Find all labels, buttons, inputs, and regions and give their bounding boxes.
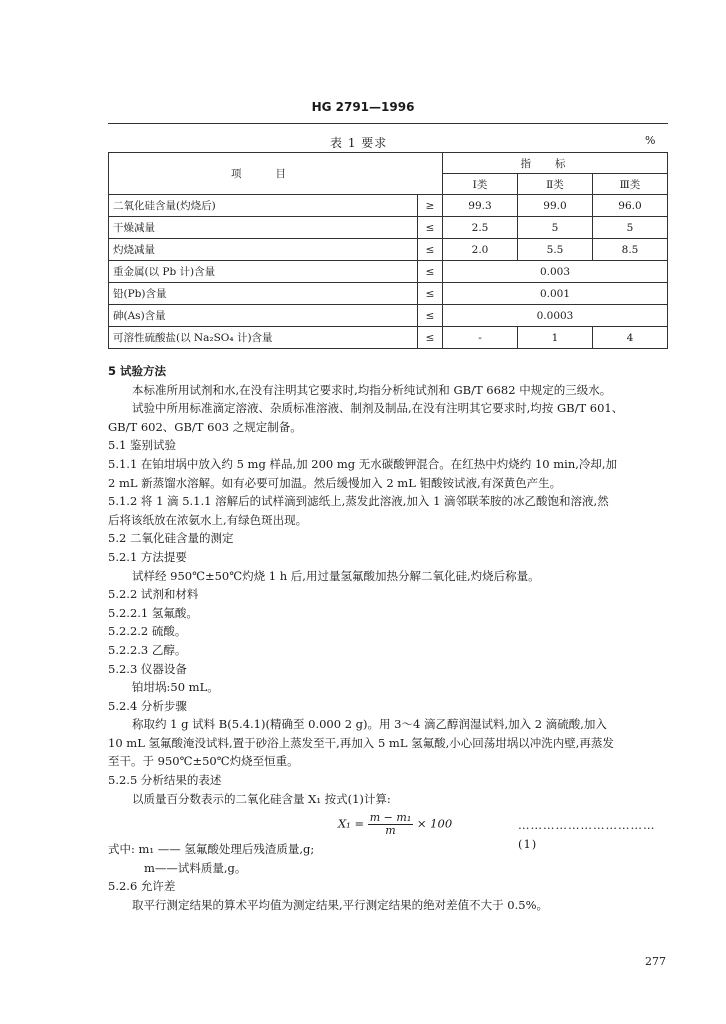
row-value-2: 99.0 bbox=[518, 195, 593, 217]
formula-expression bbox=[338, 812, 452, 837]
row-comparator: ≤ bbox=[418, 239, 443, 261]
row-comparator: ≤ bbox=[418, 261, 443, 283]
row-name: 砷(As)含量 bbox=[109, 305, 418, 327]
table-title: 表 1 要求 bbox=[330, 136, 388, 150]
row-comparator: ≤ bbox=[418, 283, 443, 305]
row-comparator: ≤ bbox=[418, 305, 443, 327]
row-name: 灼烧减量 bbox=[109, 239, 418, 261]
formula-where-1: 式中: m₁ —— 氢氟酸处理后残渣质量,g; bbox=[108, 842, 315, 857]
paragraph: 以质量百分数表示的二氧化硅含量 X₁ 按式(1)计算: bbox=[132, 791, 391, 806]
section-5-2-3-title: 5.2.3 仪器设备 bbox=[108, 661, 187, 676]
row-value-1: 2.0 bbox=[443, 239, 518, 261]
row-name: 铅(Pb)含量 bbox=[109, 283, 418, 305]
section-5-2-5-title: 5.2.5 分析结果的表述 bbox=[108, 773, 222, 788]
row-value-all: 0.0003 bbox=[443, 305, 668, 327]
row-value-3: 4 bbox=[593, 327, 668, 349]
row-value-1: 2.5 bbox=[443, 217, 518, 239]
row-name: 重金属(以 Pb 计)含量 bbox=[109, 261, 418, 283]
section-5-1-title: 5.1 鉴别试验 bbox=[108, 438, 176, 453]
row-value-3: 8.5 bbox=[593, 239, 668, 261]
grade-header-3: Ⅲ类 bbox=[593, 174, 668, 195]
table-row bbox=[109, 327, 668, 349]
row-value-2: 1 bbox=[518, 327, 593, 349]
header-rule bbox=[108, 123, 668, 124]
page-number: 277 bbox=[645, 955, 666, 968]
paragraph: 试验中所用标准滴定溶液、杂质标准溶液、制剂及制品,在没有注明其它要求时,均按 GB/T 601、 bbox=[132, 401, 624, 416]
paragraph: GB/T 602、GB/T 603 之规定制备。 bbox=[108, 419, 302, 434]
section-5-2-title: 5.2 二氧化硅含量的测定 bbox=[108, 531, 234, 546]
equation-number: ……………………………(1) bbox=[518, 818, 656, 851]
paragraph: 取平行测定结果的算术平均值为测定结果,平行测定结果的绝对差值不大于 0.5%。 bbox=[132, 898, 549, 913]
list-item: 5.2.2.3 乙醇。 bbox=[108, 642, 187, 657]
table-row bbox=[109, 239, 668, 261]
table-row bbox=[109, 283, 668, 305]
formula-rhs: × 100 bbox=[416, 816, 453, 831]
row-value-1: 99.3 bbox=[443, 195, 518, 217]
row-comparator: ≤ bbox=[418, 327, 443, 349]
paragraph: 5.1.1 在铂坩埚中放入约 5 mg 样品,加 200 mg 无水碳酸钾混合。在红热中灼烧约 10 min,冷却,加 bbox=[108, 456, 618, 471]
grade-header-2: Ⅱ类 bbox=[518, 174, 593, 195]
row-value-3: 96.0 bbox=[593, 195, 668, 217]
section-5-2-1-title: 5.2.1 方法提要 bbox=[108, 549, 187, 564]
paragraph: 至干。于 950℃±50℃灼烧至恒重。 bbox=[108, 754, 299, 769]
paragraph: 10 mL 氢氟酸淹没试料,置于砂浴上蒸发至干,再加入 5 mL 氢氟酸,小心回荡坩埚以冲洗内壁,再蒸发 bbox=[108, 735, 614, 750]
section-5-2-6-title: 5.2.6 允许差 bbox=[108, 879, 176, 894]
column-header-indicator: 指标 bbox=[443, 153, 668, 174]
paragraph: 铂坩埚:50 mL。 bbox=[132, 680, 219, 695]
row-value-2: 5 bbox=[518, 217, 593, 239]
section-5-title: 5 试验方法 bbox=[108, 364, 167, 378]
row-value-2: 5.5 bbox=[518, 239, 593, 261]
grade-header-1: Ⅰ类 bbox=[443, 174, 518, 195]
row-value-all: 0.001 bbox=[443, 283, 668, 305]
row-comparator: ≥ bbox=[418, 195, 443, 217]
section-5-2-4-title: 5.2.4 分析步骤 bbox=[108, 698, 187, 713]
formula-where-2: m——试料质量,g。 bbox=[144, 860, 247, 875]
list-item: 5.2.2.1 氢氟酸。 bbox=[108, 605, 198, 620]
formula-denominator: m bbox=[385, 824, 396, 838]
row-name: 二氧化硅含量(灼烧后) bbox=[109, 195, 418, 217]
requirements-table bbox=[108, 152, 668, 349]
paragraph: 5.1.2 将 1 滴 5.1.1 溶解后的试样滴到滤纸上,蒸发此溶液,加入 1 滴邻联苯胺的冰乙酸饱和溶液,然 bbox=[108, 494, 609, 509]
list-item: 5.2.2.2 硫酸。 bbox=[108, 624, 187, 639]
section-5-2-2-title: 5.2.2 试剂和材料 bbox=[108, 587, 199, 602]
table-row bbox=[109, 305, 668, 327]
row-comparator: ≤ bbox=[418, 217, 443, 239]
table-row bbox=[109, 217, 668, 239]
table-unit: % bbox=[645, 134, 656, 147]
table-row bbox=[109, 261, 668, 283]
column-header-item: 项目 bbox=[109, 153, 443, 195]
table-row bbox=[109, 195, 668, 217]
formula-lhs: X₁ = bbox=[338, 816, 368, 831]
paragraph: 试样经 950℃±50℃灼烧 1 h 后,用过量氢氟酸加热分解二氧化硅,灼烧后称量。 bbox=[132, 568, 540, 583]
row-value-3: 5 bbox=[593, 217, 668, 239]
paragraph: 2 mL 新蒸馏水溶解。如有必要可加温。然后缓慢加入 2 mL 钼酸铵试液,有深黄色产生。 bbox=[108, 475, 562, 490]
paragraph: 后将该纸放在浓氨水上,有绿色斑出现。 bbox=[108, 512, 308, 527]
paragraph: 称取约 1 g 试料 B(5.4.1)(精确至 0.000 2 g)。用 3～4 滴乙醇润湿试料,加入 2 滴硫酸,加入 bbox=[132, 717, 607, 732]
body-text bbox=[108, 362, 670, 915]
row-value-1: - bbox=[443, 327, 518, 349]
formula-fraction bbox=[368, 812, 413, 837]
row-value-all: 0.003 bbox=[443, 261, 668, 283]
paragraph: 本标准所用试剂和水,在没有注明其它要求时,均指分析纯试剂和 GB/T 6682 中规定的三级水。 bbox=[132, 382, 612, 397]
row-name: 干燥减量 bbox=[109, 217, 418, 239]
formula-numerator: m − m₁ bbox=[369, 811, 412, 825]
standard-code-header: HG 2791—1996 bbox=[311, 100, 415, 114]
row-name: 可溶性硫酸盐(以 Na₂SO₄ 计)含量 bbox=[109, 327, 418, 349]
